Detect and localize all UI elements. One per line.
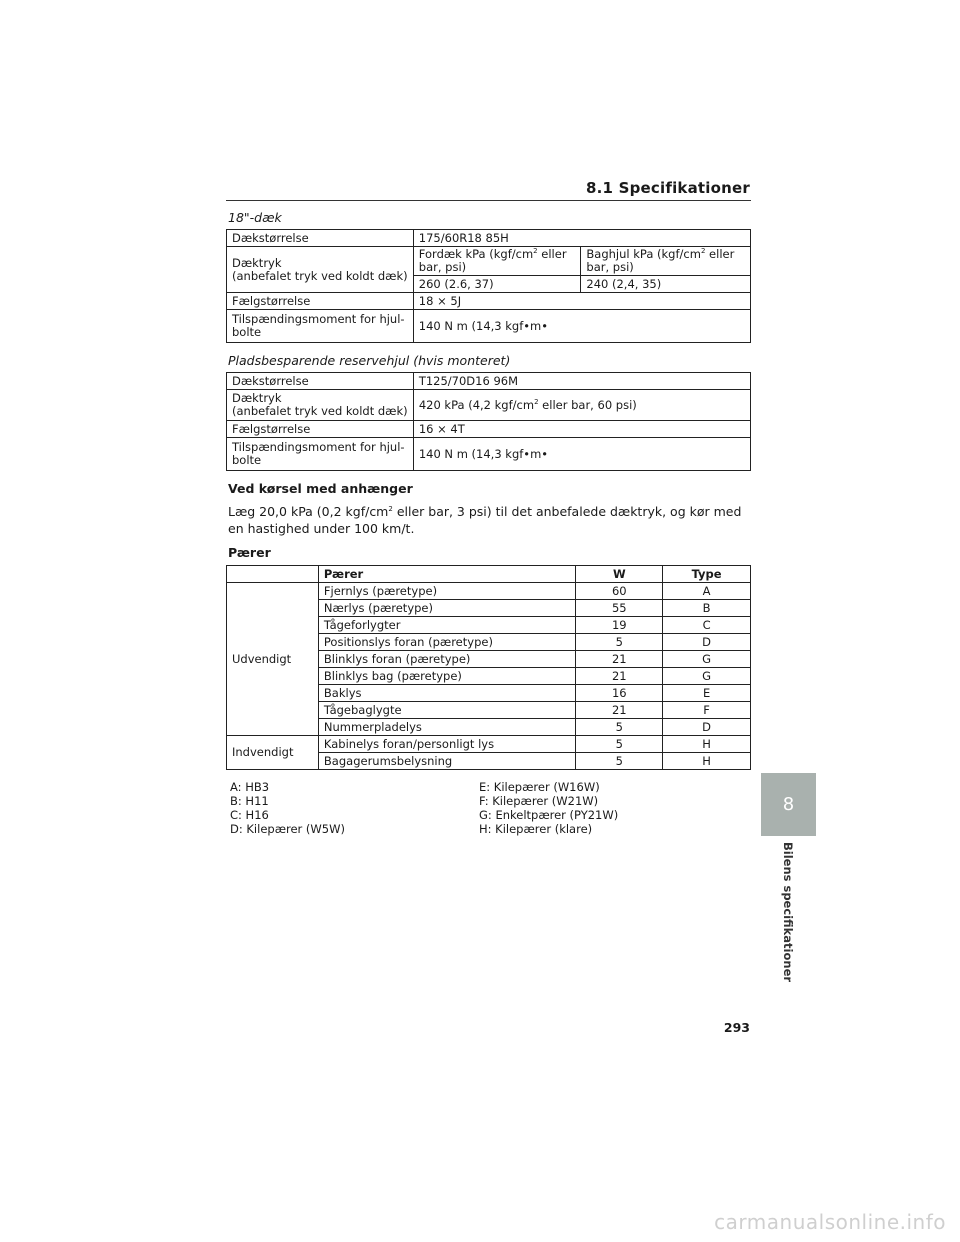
spare-caption: Pladsbesparende reservehjul (hvis monteret) [228, 353, 511, 368]
rim-size-value: 18 × 5J [413, 293, 750, 310]
pressure-label-line2: (anbefalet tryk ved koldt dæk) [232, 268, 408, 283]
table-row [227, 421, 751, 438]
col-type-header: Type [663, 566, 751, 583]
table-row [227, 438, 751, 471]
bulb-type: D [663, 634, 751, 651]
col-w-header: W [576, 566, 663, 583]
legend-item: A: HB3 [230, 780, 270, 794]
bulb-type: D [663, 719, 751, 736]
tire18-caption: 18"-dæk [228, 210, 282, 225]
rear-head-text: Baghjul kPa (kgf/cm [586, 247, 701, 261]
tire-size-label: Dækstørrelse [227, 230, 414, 247]
table-row [227, 293, 751, 310]
tire18-table [226, 229, 751, 343]
spare-pressure-text-2: eller bar, 60 psi) [538, 397, 637, 412]
superscript: 2 [534, 397, 539, 406]
tire-pressure-label [227, 247, 414, 293]
bulb-type: C [663, 617, 751, 634]
tire-size-value: T125/70D16 96M [413, 373, 750, 390]
legend-item: C: H16 [230, 808, 269, 822]
tire-size-value: 175/60R18 85H [413, 230, 750, 247]
bulb-name: Positionslys foran (pæretype) [318, 634, 576, 651]
empty-header [227, 566, 319, 583]
table-header-row [227, 566, 751, 583]
trailer-text-a: Læg 20,0 kPa (0,2 kgf/cm [228, 504, 389, 519]
col-name-header: Pærer [318, 566, 576, 583]
bulb-type: A [663, 583, 751, 600]
bulb-type: B [663, 600, 751, 617]
bulb-name: Tågebaglygte [318, 702, 576, 719]
legend-right-column [479, 780, 618, 836]
rear-pressure-header [581, 247, 751, 276]
spare-table [226, 372, 751, 471]
rim-size-label: Fælgstørrelse [227, 293, 414, 310]
bulb-name: Kabinelys foran/personligt lys [318, 736, 576, 753]
bulb-name: Blinklys foran (pæretype) [318, 651, 576, 668]
bulb-watt: 21 [576, 702, 663, 719]
legend-item: H: Kilepærer (klare) [479, 822, 593, 836]
bulb-name: Fjernlys (pæretype) [318, 583, 576, 600]
torque-label-line1: Tilspændingsmoment for hjul- [232, 312, 405, 326]
table-row [227, 310, 751, 343]
bulb-name: Baklys [318, 685, 576, 702]
table-row [227, 373, 751, 390]
bulb-name: Blinklys bag (pæretype) [318, 668, 576, 685]
torque-label [227, 438, 414, 471]
legend-item: B: H11 [230, 794, 269, 808]
tire-size-label: Dækstørrelse [227, 373, 414, 390]
group-exterior: Udvendigt [227, 583, 319, 736]
group-interior: Indvendigt [227, 736, 319, 770]
rear-pressure-value: 240 (2,4, 35) [581, 276, 751, 293]
trailer-text-b: eller bar, 3 psi) til det anbefalede dæktryk, og kør med en hastighed under 100 km/t. [228, 504, 742, 536]
superscript: 2 [533, 247, 538, 256]
spare-pressure-text: 420 kPa (4,2 kgf/cm [418, 397, 535, 412]
bulb-watt: 55 [576, 600, 663, 617]
header-divider [226, 200, 751, 201]
legend-item: D: Kilepærer (W5W) [230, 822, 345, 836]
torque-label-line1: Tilspændingsmoment for hjul- [232, 440, 405, 454]
pressure-label-line1: Dæktryk [232, 391, 282, 405]
bulb-name: Tågeforlygter [318, 617, 576, 634]
bulb-type: H [663, 753, 751, 770]
pressure-label-line2: (anbefalet tryk ved koldt dæk) [232, 404, 408, 418]
bulb-watt: 60 [576, 583, 663, 600]
bulb-name: Bagagerumsbelysning [318, 753, 576, 770]
page-number: 293 [723, 1020, 750, 1035]
torque-label [227, 310, 414, 343]
superscript: 2 [700, 247, 706, 256]
pressure-label-line1: Dæktryk [232, 255, 282, 270]
bulb-type: F [663, 702, 751, 719]
bulb-watt: 5 [576, 736, 663, 753]
bulbs-body [227, 583, 751, 770]
spare-pressure-value [413, 390, 750, 421]
chapter-label: Bilens specifikationer [781, 842, 795, 983]
trailer-text [228, 503, 748, 537]
bulb-type: E [663, 685, 751, 702]
rim-size-label: Fælgstørrelse [227, 421, 414, 438]
front-head-text-2: eller bar, psi) [418, 247, 567, 274]
legend-item: F: Kilepærer (W21W) [479, 794, 599, 808]
rear-head-text-2: eller bar, psi) [586, 247, 735, 274]
bulb-watt: 19 [576, 617, 663, 634]
bulb-name: Nummerpladelys [318, 719, 576, 736]
watermark: carmanualsonline.info [714, 1210, 946, 1234]
torque-value: 140 N m (14,3 kgf•m• [413, 438, 750, 471]
table-row [227, 230, 751, 247]
bulb-watt: 5 [576, 719, 663, 736]
legend-item: E: Kilepærer (W16W) [479, 780, 600, 794]
bulb-type: G [663, 651, 751, 668]
table-row [227, 583, 751, 600]
superscript: 2 [388, 504, 393, 513]
front-pressure-header [413, 247, 581, 276]
bulb-watt: 21 [576, 651, 663, 668]
bulb-name: Nærlys (pæretype) [318, 600, 576, 617]
legend-item: G: Enkeltpærer (PY21W) [479, 808, 619, 822]
tire-pressure-label [227, 390, 414, 421]
bulb-watt: 16 [576, 685, 663, 702]
bulb-type: G [663, 668, 751, 685]
rim-size-value: 16 × 4T [413, 421, 750, 438]
torque-value: 140 N m (14,3 kgf•m• [413, 310, 750, 343]
trailer-heading: Ved kørsel med anhænger [228, 481, 413, 496]
table-row [227, 390, 751, 421]
legend-left-column [230, 780, 345, 836]
chapter-tab: 8 [761, 773, 816, 836]
bulbs-table [226, 565, 751, 770]
bulb-watt: 21 [576, 668, 663, 685]
table-row [227, 247, 751, 276]
table-row [227, 736, 751, 753]
bulb-type: H [663, 736, 751, 753]
torque-label-line2: bolte [232, 325, 262, 339]
torque-label-line2: bolte [232, 453, 262, 467]
bulb-watt: 5 [576, 634, 663, 651]
front-head-text: Fordæk kPa (kgf/cm [418, 247, 534, 261]
bulb-watt: 5 [576, 753, 663, 770]
front-pressure-value: 260 (2.6, 37) [413, 276, 581, 293]
section-title: 8.1 Specifikationer [586, 179, 750, 197]
bulbs-heading: Pærer [228, 545, 271, 560]
